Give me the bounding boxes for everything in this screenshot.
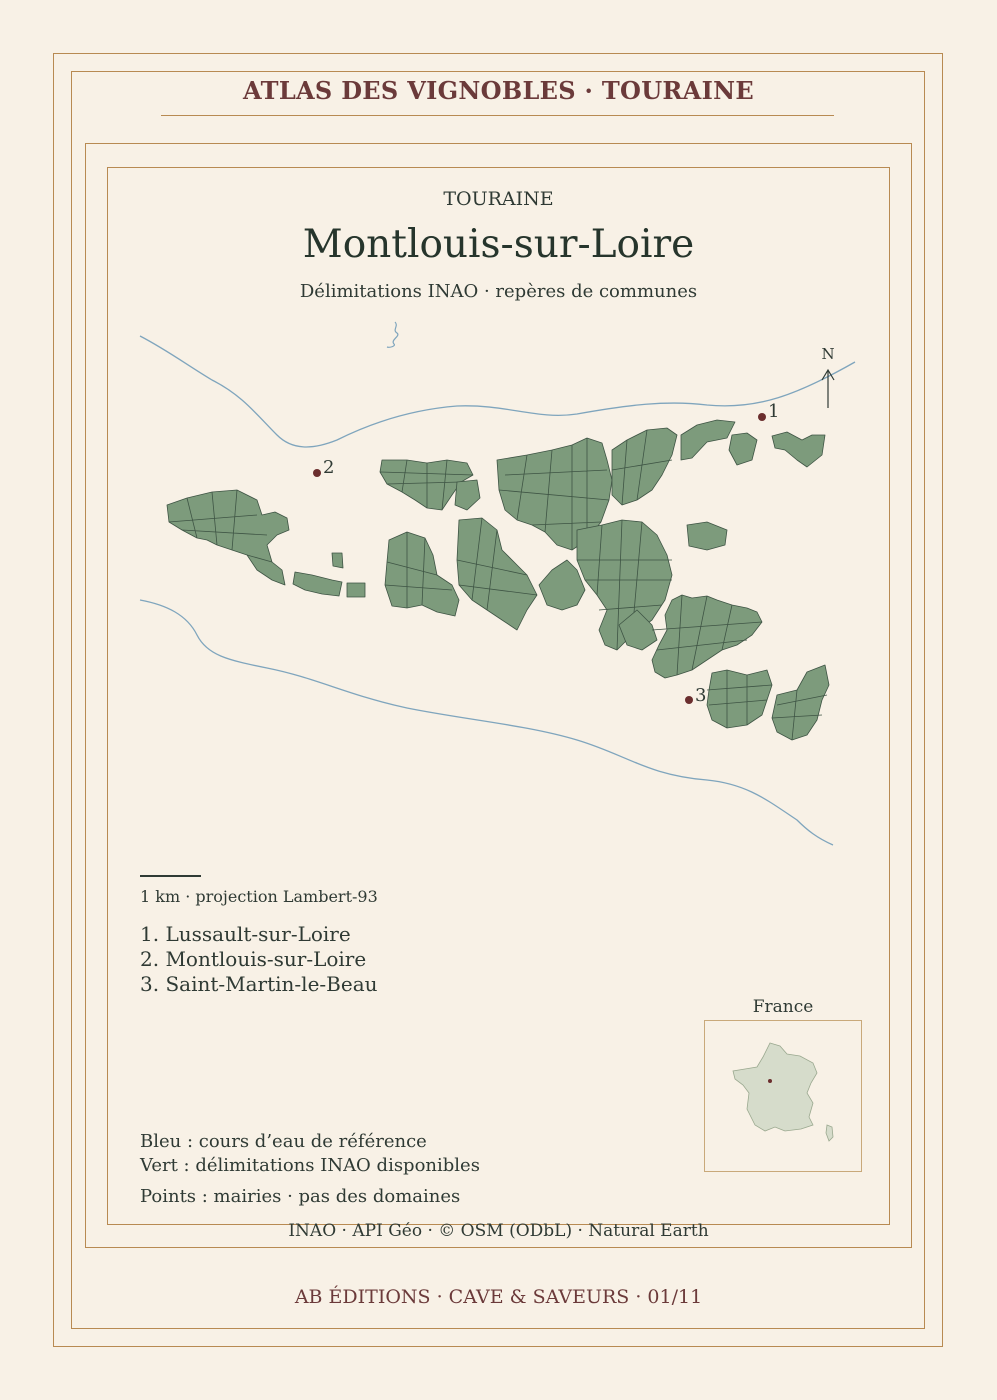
vineyard-parcel [539,560,585,610]
vineyard-parcel [687,522,727,550]
region-label: TOURAINE [443,188,554,210]
legend-item: 2. Montlouis-sur-Loire [140,947,367,971]
vineyard-map [107,300,888,860]
page-footer: AB ÉDITIONS · CAVE & SAVEURS · 01/11 [294,1286,703,1308]
vineyard-parcel [347,583,365,597]
north-label: N [821,345,835,363]
vineyard-parcels [167,420,829,740]
scale-label: 1 km · projection Lambert-93 [140,887,378,906]
legend-item: 3. Saint-Martin-le-Beau [140,972,378,996]
inset-label: France [752,997,814,1017]
note-vineyards: Vert : délimitations INAO disponibles [140,1155,480,1176]
map-notes [140,1130,480,1209]
france-inset-map [704,1020,862,1172]
vineyard-parcel [457,518,537,630]
marker-label-2: 2 [323,457,335,478]
note-points: Points : mairies · pas des domaines [140,1186,461,1207]
map-title: Montlouis-sur-Loire [302,222,695,267]
france-map [705,1021,861,1171]
vineyard-parcel [772,665,829,740]
river-loire [140,336,855,447]
note-water: Bleu : cours d’eau de référence [140,1131,427,1152]
atlas-header: ATLAS DES VIGNOBLES · TOURAINE [243,76,754,105]
map-subtitle: Délimitations INAO · repères de communes [299,281,698,302]
commune-legend [140,922,378,997]
marker-label-1: 1 [768,401,780,422]
vineyard-parcel [772,432,825,467]
map-credits: INAO · API Géo · © OSM (ODbL) · Natural Earth [288,1221,709,1241]
vineyard-parcel [167,490,289,585]
north-arrow [821,345,834,408]
header-divider [161,115,834,116]
marker-dot-3 [685,696,693,704]
location-dot [768,1079,772,1083]
vineyard-parcel [681,420,735,460]
vineyard-parcel [707,670,772,728]
marker-label-3: 3 [695,685,707,706]
vineyard-parcel [729,433,757,465]
vineyard-parcel [612,428,677,505]
vineyard-parcel [652,595,762,678]
stream-icon [387,322,398,347]
commune-markers [313,401,779,706]
scale-bar [140,875,201,877]
france-outline [733,1043,817,1131]
vineyard-parcel [455,480,480,510]
legend-item: 1. Lussault-sur-Loire [140,922,351,946]
marker-dot-2 [313,469,321,477]
vineyard-parcel [293,572,342,596]
corsica [826,1125,833,1141]
vineyard-parcel [332,553,343,568]
marker-dot-1 [758,413,766,421]
